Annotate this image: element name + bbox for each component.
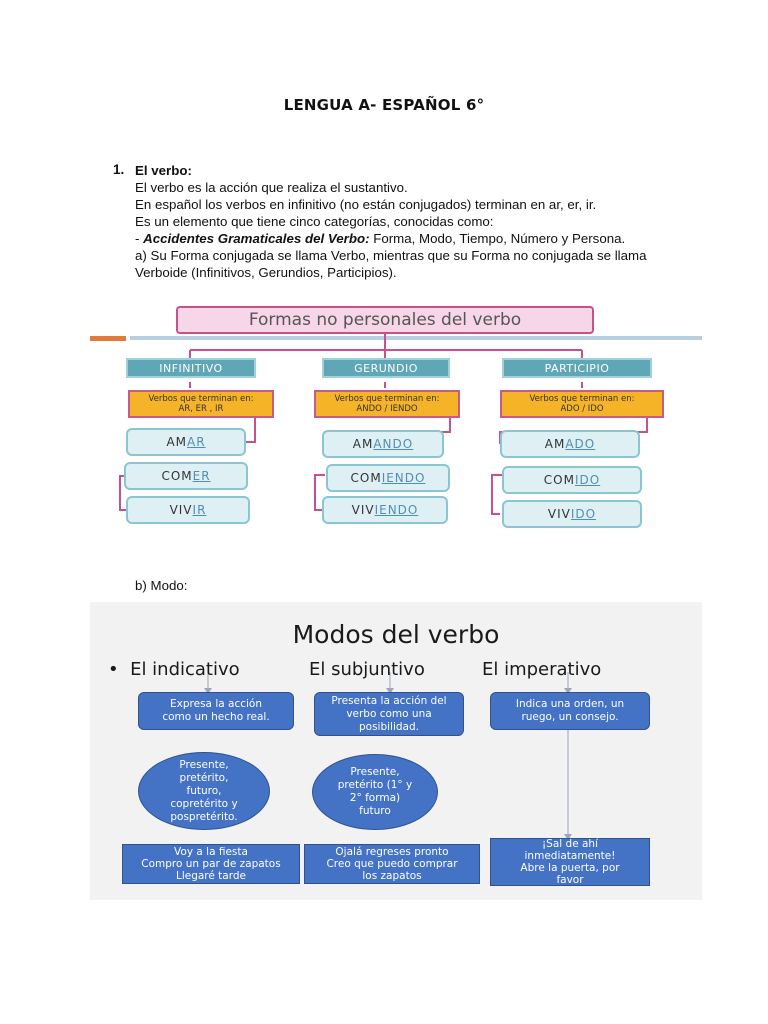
- verb-vivido: [502, 500, 642, 528]
- section-verbo: [135, 162, 695, 281]
- verb-stem: VIV: [351, 503, 375, 517]
- endings-gerundio: [314, 390, 460, 418]
- paragraph-line: En español los verbos en infinitivo (no están conjugados) terminan en ar, er, ir.: [135, 197, 597, 212]
- desc-imperativo: Indica una orden, un ruego, un consejo.: [490, 692, 650, 730]
- example-subjuntivo: Ojalá regreses pronto Creo que puedo comprar los zapatos: [304, 844, 480, 884]
- accidentes-term: Accidentes Gramaticales del Verbo:: [143, 231, 370, 246]
- category-gerundio: GERUNDIO: [322, 358, 450, 378]
- verb-ending: ADO: [565, 437, 596, 451]
- verb-stem: COM: [161, 469, 193, 483]
- desc-subjuntivo: Presenta la acción del verbo como una posibilidad.: [314, 692, 464, 736]
- section-heading: El verbo:: [135, 163, 192, 178]
- category-participio: PARTICIPIO: [502, 358, 652, 378]
- paragraph-line: Es un elemento que tiene cinco categorías, conocidas como:: [135, 214, 494, 229]
- mode-imperativo: El imperativo: [482, 659, 602, 680]
- verb-comido: [502, 466, 642, 494]
- verb-ending: IENDO: [374, 503, 419, 517]
- endings-label: Verbos que terminan en:: [334, 394, 440, 404]
- verb-amando: [322, 430, 444, 458]
- verb-stem: VIV: [547, 507, 571, 521]
- endings-label: Verbos que terminan en:: [148, 394, 254, 404]
- paragraph-line: a) Su Forma conjugada se llama Verbo, mientras que su Forma no conjugada se llama: [135, 248, 647, 263]
- paragraph-line: [135, 230, 695, 247]
- verb-ending: IR: [192, 503, 207, 517]
- modos-diagram: [90, 602, 702, 900]
- verb-viviendo: [322, 496, 448, 524]
- verb-ending: ER: [192, 469, 211, 483]
- verb-stem: COM: [543, 473, 575, 487]
- list-number: 1.: [113, 162, 125, 177]
- mode-indicativo: [108, 659, 240, 680]
- verb-ending: IENDO: [381, 471, 426, 485]
- tenses-indicativo: Presente, pretérito, futuro, copretérito y pospretérito.: [138, 752, 270, 830]
- verb-comer: [124, 462, 248, 490]
- formas-diagram: [90, 300, 702, 540]
- endings-values: ADO / IDO: [560, 404, 604, 414]
- verb-amado: [500, 430, 640, 458]
- endings-label: Verbos que terminan en:: [529, 394, 635, 404]
- verb-comiendo: [326, 464, 450, 492]
- verb-stem: COM: [350, 471, 382, 485]
- mode-subjuntivo: El subjuntivo: [309, 659, 425, 680]
- verb-ending: AR: [187, 435, 206, 449]
- bullet: •: [108, 659, 119, 680]
- diagram-title: Modos del verbo: [292, 620, 500, 649]
- category-infinitivo: INFINITIVO: [126, 358, 256, 378]
- example-indicativo: Voy a la fiesta Compro un par de zapatos Llegaré tarde: [122, 844, 300, 884]
- endings-values: AR, ER , IR: [178, 404, 224, 414]
- verb-ending: IDO: [574, 473, 601, 487]
- endings-values: ANDO / IENDO: [356, 404, 418, 414]
- verb-stem: VIV: [169, 503, 193, 517]
- endings-infinitivo: [128, 390, 274, 418]
- verb-stem: AM: [544, 437, 566, 451]
- mode-name: El indicativo: [130, 659, 240, 680]
- verb-ending: ANDO: [373, 437, 414, 451]
- verb-vivir: [126, 496, 250, 524]
- accidentes-list: Forma, Modo, Tiempo, Número y Persona.: [369, 231, 626, 246]
- verb-ending: IDO: [570, 507, 597, 521]
- verb-stem: AM: [166, 435, 187, 449]
- diagram-title: Formas no personales del verbo: [176, 306, 594, 334]
- endings-participio: [500, 390, 664, 418]
- page-title: LENGUA A- ESPAÑOL 6°: [283, 96, 485, 114]
- verb-amar: [126, 428, 246, 456]
- paragraph-line: Verboide (Infinitivos, Gerundios, Participios).: [135, 265, 397, 280]
- modo-label: b) Modo:: [135, 578, 188, 593]
- paragraph-line: El verbo es la acción que realiza el sustantivo.: [135, 180, 408, 195]
- tenses-subjuntivo: Presente, pretérito (1° y 2° forma) futuro: [312, 754, 438, 830]
- desc-indicativo: Expresa la acción como un hecho real.: [138, 692, 294, 730]
- example-imperativo: ¡Sal de ahí inmediatamente! Abre la puerta, por favor: [490, 838, 650, 886]
- dash: -: [135, 231, 144, 246]
- verb-stem: AM: [352, 437, 374, 451]
